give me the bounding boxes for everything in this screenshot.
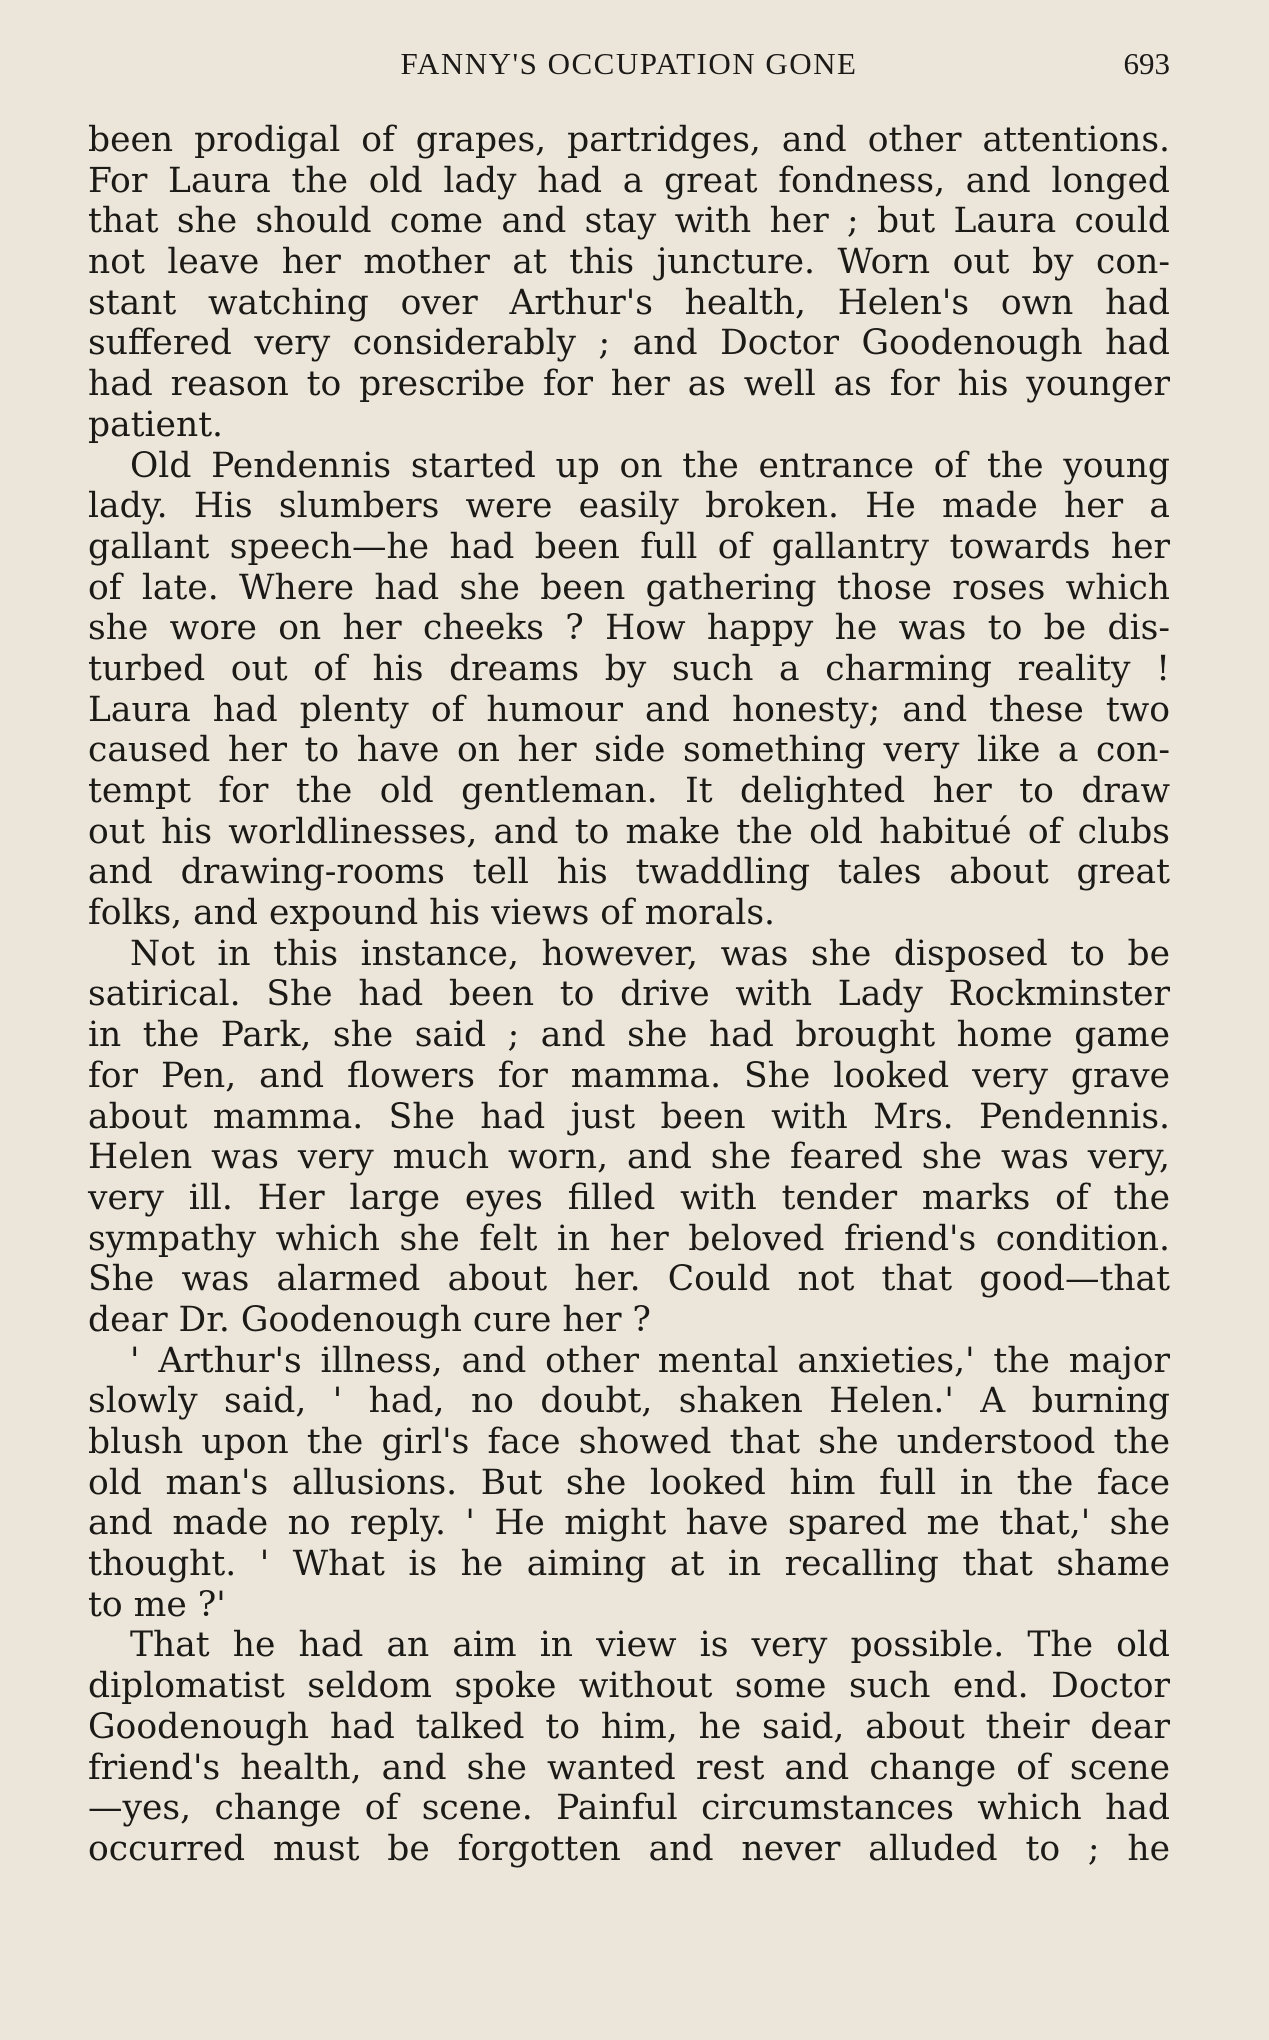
paragraph-start-line: That he had an aim in view is very possible. The old (130, 1625, 1170, 1666)
text-line: blush upon the girl's face showed that she understood the (88, 1422, 1170, 1462)
text-line: stant watching over Arthur's health, Helen's own had (88, 282, 1170, 323)
text-line: Goodenough had talked to him, he said, about their dear (88, 1706, 1170, 1747)
text-line: had reason to prescribe for her as well as for his younger (88, 364, 1170, 405)
text-line: Laura had plenty of humour and honesty; and these two (88, 689, 1170, 730)
page-header (88, 44, 1170, 88)
text-line: friend's health, and she wanted rest and change of scene (88, 1747, 1170, 1788)
page-body-text (88, 120, 1170, 1870)
text-line: thought. ' What is he aiming at in recalling that shame (88, 1544, 1170, 1585)
running-title: FANNY'S OCCUPATION GONE (400, 46, 858, 81)
text-line: dear Dr. Goodenough cure her ? (88, 1299, 651, 1340)
text-line: in the Park, she said ; and she had brought home game (88, 1015, 1170, 1056)
text-line: Helen was very much worn, and she feared she was very, (88, 1137, 1170, 1178)
text-line: out his worldlinesses, and to make the old habitué of clubs (88, 811, 1170, 852)
paragraph-start-line: Not in this instance, however, was she disposed to be (130, 933, 1170, 974)
text-line: not leave her mother at this juncture. Worn out by con- (88, 242, 1170, 283)
text-line: of late. Where had she been gathering those roses which (88, 567, 1170, 608)
text-line: suffered very considerably ; and Doctor Goodenough had (88, 323, 1170, 364)
text-line: to me ?' (88, 1584, 226, 1625)
text-line: gallant speech—he had been full of gallantry towards her (88, 526, 1170, 567)
text-line: lady. His slumbers were easily broken. He made her a (88, 486, 1170, 527)
text-line: caused her to have on her side something very like a con- (88, 730, 1170, 771)
text-line: very ill. Her large eyes filled with tender marks of the (88, 1177, 1170, 1218)
text-line: she wore on her cheeks ? How happy he was to be dis- (88, 608, 1170, 649)
text-line: and made no reply. ' He might have spared me that,' she (88, 1503, 1170, 1544)
paragraph-start-line: ' Arthur's illness, and other mental anxieties,' the major (130, 1340, 1170, 1381)
text-line: She was alarmed about her. Could not that good—that (88, 1259, 1170, 1300)
text-line: satirical. She had been to drive with Lady Rockminster (88, 974, 1170, 1015)
text-line: for Pen, and flowers for mamma. She looked very grave (88, 1055, 1170, 1096)
paragraph-start-line: Old Pendennis started up on the entrance of the young (130, 445, 1170, 486)
text-line: turbed out of his dreams by such a charming reality ! (88, 648, 1170, 689)
text-line: occurred must be forgotten and never alluded to ; he (88, 1828, 1170, 1869)
text-line: about mamma. She had just been with Mrs. Pendennis. (88, 1096, 1170, 1137)
text-line: folks, and expound his views of morals. (88, 893, 776, 934)
text-line: slowly said, ' had, no doubt, shaken Helen.' A burning (88, 1381, 1170, 1422)
text-line: sympathy which she felt in her beloved friend's condition. (88, 1218, 1170, 1259)
text-line: that she should come and stay with her ; but Laura could (88, 201, 1170, 242)
text-line: For Laura the old lady had a great fondness, and longed (88, 160, 1170, 201)
text-line: diplomatist seldom spoke without some such end. Doctor (88, 1666, 1170, 1707)
text-line: old man's allusions. But she looked him full in the face (88, 1462, 1170, 1503)
text-line: and drawing-rooms tell his twaddling tales about great (88, 852, 1170, 893)
text-line: been prodigal of grapes, partridges, and other attentions. (88, 120, 1170, 160)
page-number: 693 (1123, 46, 1170, 81)
text-line: patient. (88, 404, 224, 445)
text-line: tempt for the old gentleman. It delighted her to draw (88, 771, 1170, 811)
text-line: —yes, change of scene. Painful circumstances which had (88, 1788, 1170, 1829)
